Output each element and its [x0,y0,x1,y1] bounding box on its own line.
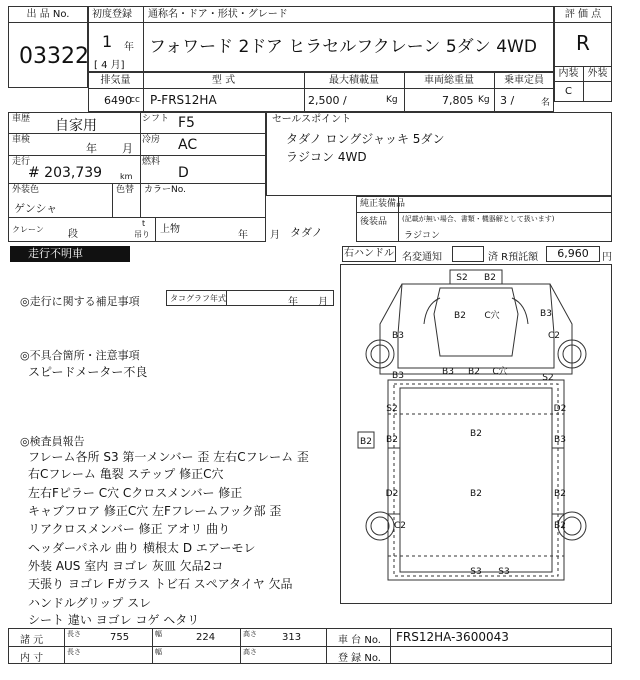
displacement-value: 6490 [104,94,132,107]
inspection-month: 月 [122,142,133,155]
inspector-title: ◎検査員報告 [20,435,85,448]
lot-no-label: 出 品 No. [26,9,70,20]
model-value: P-FRS12HA [150,93,217,107]
lot-no: 03322 [19,44,89,69]
color-label: 外装色 [12,185,40,195]
color-no-label: カラーNo. [144,185,186,195]
crane-t: t [142,219,146,228]
name-label: 通称名・ドア・形状・グレード [148,9,288,20]
mark-b3-mid-l: B3 [442,367,454,377]
width-value: 224 [196,632,216,643]
upper-label: 上物 [160,224,180,235]
tacho-label: タコグラフ年式 [170,294,226,303]
height-value: 313 [282,632,302,643]
vehicle-name: フォワード 2ドア ヒラセルフクレーン 5ダン 4WD [149,37,537,57]
handle-box: 右ハンドル [342,246,396,262]
displacement-unit: cc [130,95,140,105]
upper-month: 月 [270,230,280,241]
gross-weight-unit: Kg [478,95,490,105]
mark-s2-l: S2 [386,404,398,414]
length-label: 長さ [67,630,81,638]
crane-hang: 吊り [134,230,150,239]
displacement-label: 排気量 [100,75,131,86]
year-value: 1 [102,32,113,51]
sales-line-1: タダノ ロングジャッキ 5ダン [286,132,445,146]
interior-grade: C [565,86,572,97]
exterior-label: 外装 [587,68,608,79]
year-unit: 年 [124,42,134,53]
recycle-unit: 円 [602,252,612,263]
inspector-line-4: キャブフロア 修正C穴 左Fフレームフック部 歪 [28,504,282,518]
mark-c-hole-cab: B3 [540,309,552,319]
mark-b2-top: B2 [484,273,496,283]
height-label: 高さ [243,630,257,638]
aftermarket-note: (記載が無い場合、書類・機器解として扱います) [402,215,555,223]
aftermarket-label: 後装品 [360,217,388,227]
interior-label: 内装 [558,68,579,79]
gross-weight-value: 7,805 [442,94,474,107]
mark-b2-side-l: B2 [386,435,398,445]
mark-b3-cab-l: B3 [392,331,404,341]
supplement-title: ◎走行に関する補足事項 [20,295,140,308]
recycle-value: 6,960 [546,246,600,262]
upper-year: 年 [238,230,248,241]
mark-b2-rear: S3 [470,567,482,577]
mark-b3-mid-c: B2 [468,367,480,377]
truck-diagram [340,264,612,604]
capacity-label: 乗車定員 [504,75,544,86]
mark-b3-step: B2 [360,437,372,447]
mark-s2-r: D2 [553,404,567,414]
length-value: 755 [110,632,130,643]
inspector-line-1: フレーム各所 S3 第一メンバー 歪 左右Cフレーム 歪 [28,450,309,464]
reg-label: 登 録 No. [338,653,381,664]
defects-title: ◎不具合箇所・注意事項 [20,349,140,362]
mark-c2-rear: C2 [393,521,407,531]
mark-b2-side-r2: B2 [554,489,566,499]
chassis-value: FRS12HA-3600043 [396,630,509,644]
width-label: 幅 [155,630,162,638]
history-label: 車歴 [12,114,31,124]
interior-dim-label: 内 寸 [20,653,44,664]
mark-b2-cab-r: C穴 [484,311,500,321]
equip-label: 純正装備品 [360,199,406,209]
model-label: 型 式 [211,75,236,86]
mark-b2-mid-r: C穴 [492,367,508,377]
sales-line-2: ラジコン 4WD [286,150,367,164]
name-change-box [452,246,484,262]
tacho-month: 月 [318,297,328,308]
mark-b3-cab-r: C2 [547,331,561,341]
recycle-label: 済 R預託額 [488,252,539,263]
inspector-line-10: シート 違い ヨゴレ コゲ ヘタリ [28,613,200,627]
name-change-label: 名変通知 [402,252,442,263]
mark-b2-cab-l: B2 [454,311,466,321]
mileage-unit: km [120,172,133,181]
max-load-label: 最大積載量 [329,75,379,86]
dim-label: 諸 元 [20,635,44,646]
chassis-label: 車 台 No. [338,635,381,646]
mark-b2-side-r: B3 [554,435,566,445]
inspector-line-6: ヘッダーパネル 曲り 横根太 D エアーモレ [28,541,256,555]
month-value: [ 4 月] [94,60,125,71]
upper-value: タダノ [290,226,323,239]
mark-d2-upper: B2 [470,429,482,439]
mark-b2-rear-r: B2 [554,521,566,531]
crane-value: 段 [68,229,78,240]
mileage-unknown-badge: 走行不明車 [10,246,130,262]
first-reg-label: 初度登録 [92,9,132,20]
fuel-label: 燃料 [142,157,161,167]
capacity-unit: 名 [541,98,551,108]
mark-c-hole-r: S2 [542,373,554,383]
mark-s3-rear: S3 [498,567,510,577]
aftermarket-value: ラジコン [404,231,441,241]
tacho-year: 年 [288,297,298,308]
inspector-line-3: 左右Fピラー C穴 Cクロスメンバー 修正 [28,486,243,500]
aircon-value: AC [178,137,198,153]
aircon-label: 冷房 [142,135,161,145]
inspector-line-2: 右Cフレーム 亀裂 ステップ 修正C穴 [28,467,224,481]
mileage-value: # 203,739 [28,165,103,181]
color-value: ゲンシャ [14,202,58,215]
inspector-line-5: リアクロスメンバー 修正 アオリ 曲り [28,522,231,536]
capacity-value: 3 / [500,94,515,107]
crane-label: クレーン [12,225,44,234]
inspection-label: 車検 [12,135,31,145]
shift-value: F5 [178,115,195,131]
gross-weight-label: 車両総重量 [424,75,474,86]
mark-c2-l: B3 [392,371,404,381]
in-length-label: 長さ [67,648,81,656]
grade-value: R [576,31,590,55]
mark-s2-top: S2 [456,273,468,283]
inspector-line-8: 天張り ヨゴレ Fガラス トビ石 スペアタイヤ 欠品 [28,577,293,591]
fuel-value: D [178,165,189,181]
color-change-label: 色替 [116,185,135,195]
mark-d2-lower: B2 [470,489,482,499]
grade-label: 評 価 点 [564,9,602,20]
defects-line-1: スピードメーター不良 [28,365,148,379]
history-value: 自家用 [55,118,97,134]
inspection-year: 年 [86,142,97,155]
inspector-line-9: ハンドルグリップ スレ [28,596,152,610]
max-load-unit: Kg [386,95,398,105]
shift-label: シフト [142,114,170,124]
in-width-label: 幅 [155,648,162,656]
mark-b2-side-l2: D2 [385,489,399,499]
in-height-label: 高さ [243,648,257,656]
mileage-label: 走行 [12,157,31,167]
sales-label: セールスポイント [272,114,352,125]
max-load-value: 2,500 / [308,94,347,107]
inspector-line-7: 外装 AUS 室内 ヨゴレ 灰皿 欠品2コ [28,559,224,573]
